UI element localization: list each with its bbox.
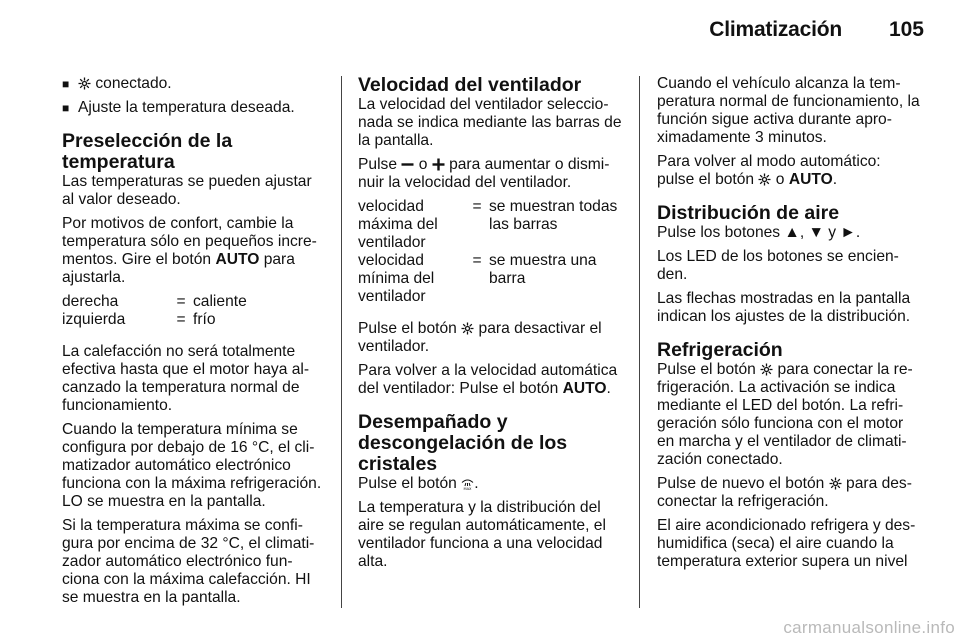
section-heading: Desempañado y descongelación de los cristales — [358, 411, 568, 475]
paragraph: La temperatura y la distribución del aire se regulan automáticamente, el ventilador funciona a una velocidad alta. — [358, 499, 606, 570]
section-heading: Refrigeración — [657, 339, 783, 361]
column-3 — [657, 75, 922, 577]
bullet-text: conectado. — [95, 75, 172, 92]
minus-icon — [401, 158, 414, 171]
fan-icon — [829, 477, 842, 490]
column-divider-1 — [341, 76, 342, 608]
defrost-icon — [461, 477, 474, 490]
fan-icon — [760, 363, 773, 376]
list-item: ■ conectado. — [62, 75, 172, 92]
list-item: ■ Ajuste la temperatura deseada. — [62, 99, 295, 116]
paragraph: Cuando la temperatura mínima se configura por debajo de 16 °C, el cli-matizador automático electrónico funciona con la máxima refrigeración. LO se muestra en la pantalla. — [62, 421, 322, 510]
paragraph: Las flechas mostradas en la pantalla indican los ajustes de la distribución. — [657, 290, 911, 325]
paragraph: La velocidad del ventilador seleccio-nada se indica mediante las barras de la pantalla. — [358, 96, 622, 149]
paragraph: La calefacción no será totalmente efectiva hasta que el motor haya al-canzado la temperatura normal de funcionamiento. — [62, 343, 310, 414]
page-title: Climatización — [709, 18, 842, 41]
plus-icon — [432, 158, 445, 171]
table-row: derecha = caliente — [62, 293, 247, 310]
paragraph: Pulse el botón MAX . — [358, 475, 479, 492]
paragraph: Los LED de los botones se encien-den. — [657, 248, 899, 283]
paragraph: Por motivos de confort, cambie la temperatura sólo en pequeños incre-mentos. Gire el botón AUTO para ajustarla. — [62, 215, 317, 286]
section-heading: Distribución de aire — [657, 202, 840, 224]
paragraph: Cuando el vehículo alcanza la tem-peratura normal de funcionamiento, la función sigue activa durante apro-ximadamente 3 minutos. — [657, 75, 920, 146]
fan-icon — [461, 322, 474, 335]
column-1 — [62, 75, 327, 613]
paragraph: Pulse los botones ▲, ▼ y ►. — [657, 224, 861, 241]
paragraph: Si la temperatura máxima se confi-gura por encima de 32 °C, el climati-zador automático electrónico fun-ciona con la máxima calefacción. HI se muestra en la pantalla. — [62, 517, 315, 606]
table-row: velocidad máxima del ventilador = se muestran todas las barras — [358, 198, 618, 251]
paragraph: Las temperaturas se pueden ajustar al valor deseado. — [62, 173, 312, 208]
column-2 — [358, 75, 625, 577]
table-row: velocidad mínima del ventilador = se muestra una barra — [358, 252, 597, 305]
paragraph: Pulse de nuevo el botón para des-conectar la refrigeración. — [657, 475, 912, 510]
paragraph: Para volver a la velocidad automática del ventilador: Pulse el botón AUTO. — [358, 362, 618, 397]
paragraph: El aire acondicionado refrigera y des-humidifica (seca) el aire cuando la temperatura exterior supera un nivel — [657, 517, 916, 570]
watermark: carmanualsonline.info — [783, 618, 955, 637]
paragraph: Pulse el botón para conectar la re-frigeración. La activación se indica mediante el LED del botón. La refri-geración sólo funciona con el motor en marcha y el ventilador de climati-zación conectado. — [657, 361, 913, 468]
page-number: 105 — [888, 18, 924, 41]
fan-icon — [78, 77, 91, 90]
fan-icon — [758, 173, 771, 186]
definition-table — [62, 293, 325, 329]
paragraph: Para volver al modo automático: pulse el botón o AUTO. — [657, 153, 881, 188]
section-heading: Velocidad del ventilador — [358, 74, 582, 96]
svg-text:MAX: MAX — [463, 486, 472, 490]
paragraph: Pulse el botón para desactivar el ventilador. — [358, 320, 602, 355]
definition-table — [358, 198, 621, 306]
column-divider-2 — [639, 76, 640, 608]
section-heading: Preselección de la temperatura — [62, 130, 233, 173]
paragraph: Pulse o para aumentar o dismi-nuir la velocidad del ventilador. — [358, 156, 610, 191]
bullet-text: Ajuste la temperatura deseada. — [78, 99, 295, 116]
table-row: izquierda = frío — [62, 311, 216, 328]
